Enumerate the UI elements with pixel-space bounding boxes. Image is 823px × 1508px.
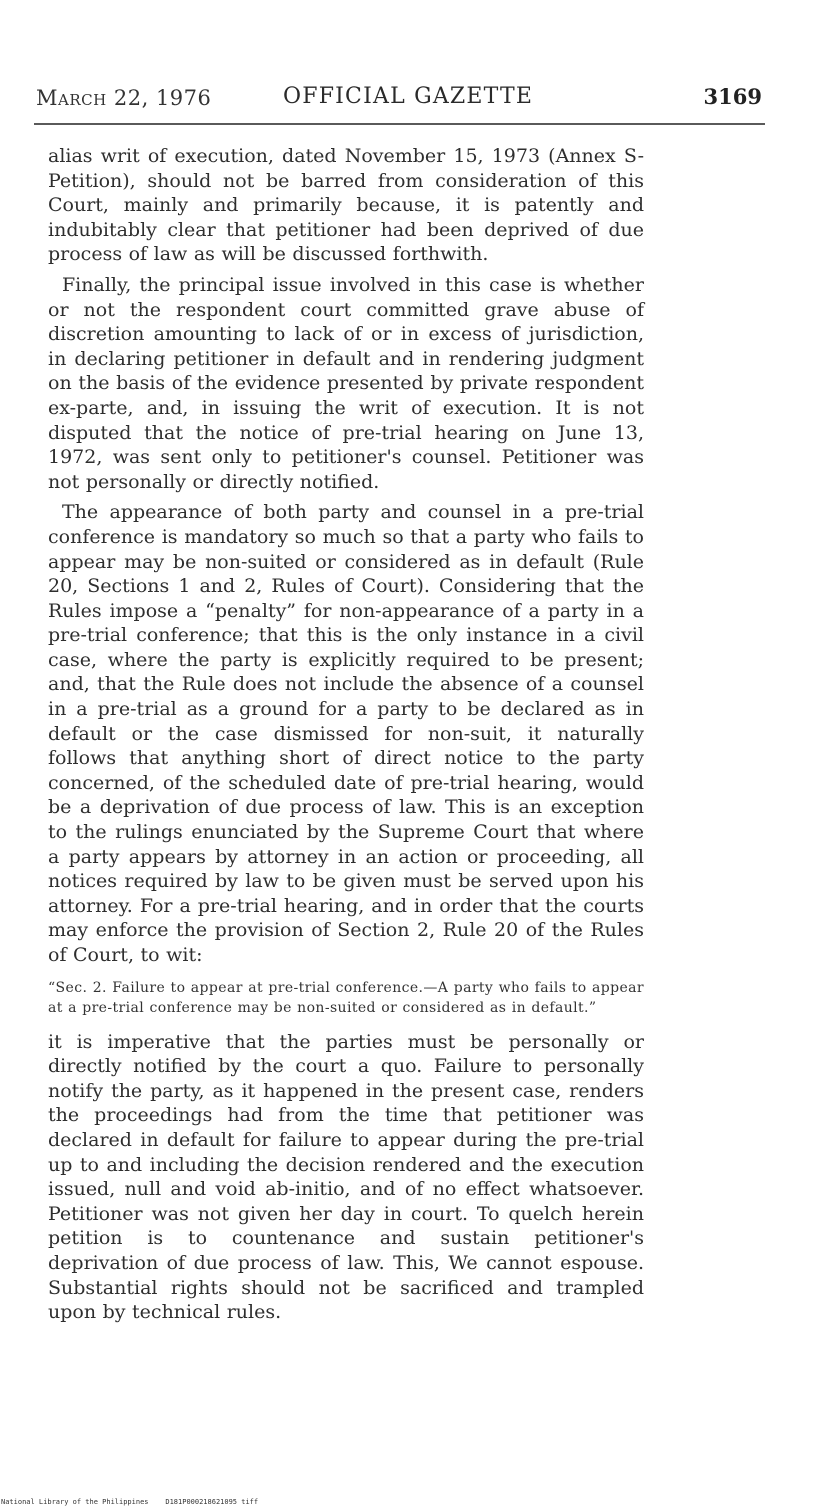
page-header — [36, 84, 766, 118]
footer-library: National Library of the Philippines — [1, 1498, 149, 1506]
paragraph-2: Finally, the principal issue involved in this case is whether or not the respondent court committed grave abuse of discretion amounting to lack of or in excess of jurisdiction, in declaring petitioner in default and in rendering judgment on the basis of the evidence presented by private respondent ex-parte, and, in issuing the writ of execution. It is not disputed that the notice of pre-trial hearing on June 13, 1972, was sent only to petitioner's counsel. Petitioner was not personally or directly notified. — [48, 273, 644, 493]
paragraph-4: it is imperative that the parties must be personally or directly notified by the court a quo. Failure to personally notify the party, as it happened in the present case, renders the proceedings had from the time that petitioner was declared in default for failure to appear during the pre-trial up to and including the decision rendered and the execution issued, null and void ab-initio, and of no effect whatsoever. Petitioner was not given her day in court. To quelch herein petition is to countenance and sustain petitioner's deprivation of due process of law. This, We cannot espouse. Substantial rights should not be sacrificed and trampled upon by technical rules. — [48, 1030, 644, 1324]
header-date-initial: M — [36, 86, 59, 110]
block-quote: “Sec. 2. Failure to appear at pre-trial conference.—A party who fails to appear at a pre-trial conference may be non-suited or considered as in default.” — [48, 979, 644, 1016]
header-date-day-year: 22, 1976 — [106, 86, 212, 110]
scan-footer — [1, 1498, 258, 1506]
page-number: 3169 — [703, 84, 762, 109]
header-title: OFFICIAL GAZETTE — [283, 84, 534, 109]
paragraph-1: alias writ of execution, dated November 15, 1973 (Annex S-Petition), should not be barred from consideration of this Court, mainly and primarily because, it is patently and indubitably clear that petitioner had been deprived of due process of law as will be discussed forthwith. — [48, 145, 644, 266]
footer-file: D181P000218621095 tiff — [165, 1498, 259, 1506]
paragraph-3: The appearance of both party and counsel in a pre-trial conference is mandatory so much so that a party who fails to appear may be non-suited or considered as in default (Rule 20, Sections 1 and 2, Rules of Court). Considering that the Rules impose a “penalty” for non-appearance of a party in a pre-trial conference; that this is the only instance in a civil case, where the party is explicitly required to be present; and, that the Rule does not include the absence of a counsel in a pre-trial as a ground for a party to be declared as in default or the case dismissed for non-suit, it naturally follows that anything short of direct notice to the party concerned, of the scheduled date of pre-trial hearing, would be a deprivation of due process of law. This is an exception to the rulings enunciated by the Supreme Court that where a party appears by attorney in an action or proceeding, all notices required by law to be given must be served upon his attorney. For a pre-trial hearing, and in order that the courts may enforce the provision of Section 2, Rule 20 of the Rules of Court, to wit: — [48, 501, 644, 966]
body-text — [48, 144, 644, 1325]
header-rule — [34, 123, 765, 125]
header-date — [36, 86, 211, 110]
header-date-month: arch — [58, 86, 107, 110]
